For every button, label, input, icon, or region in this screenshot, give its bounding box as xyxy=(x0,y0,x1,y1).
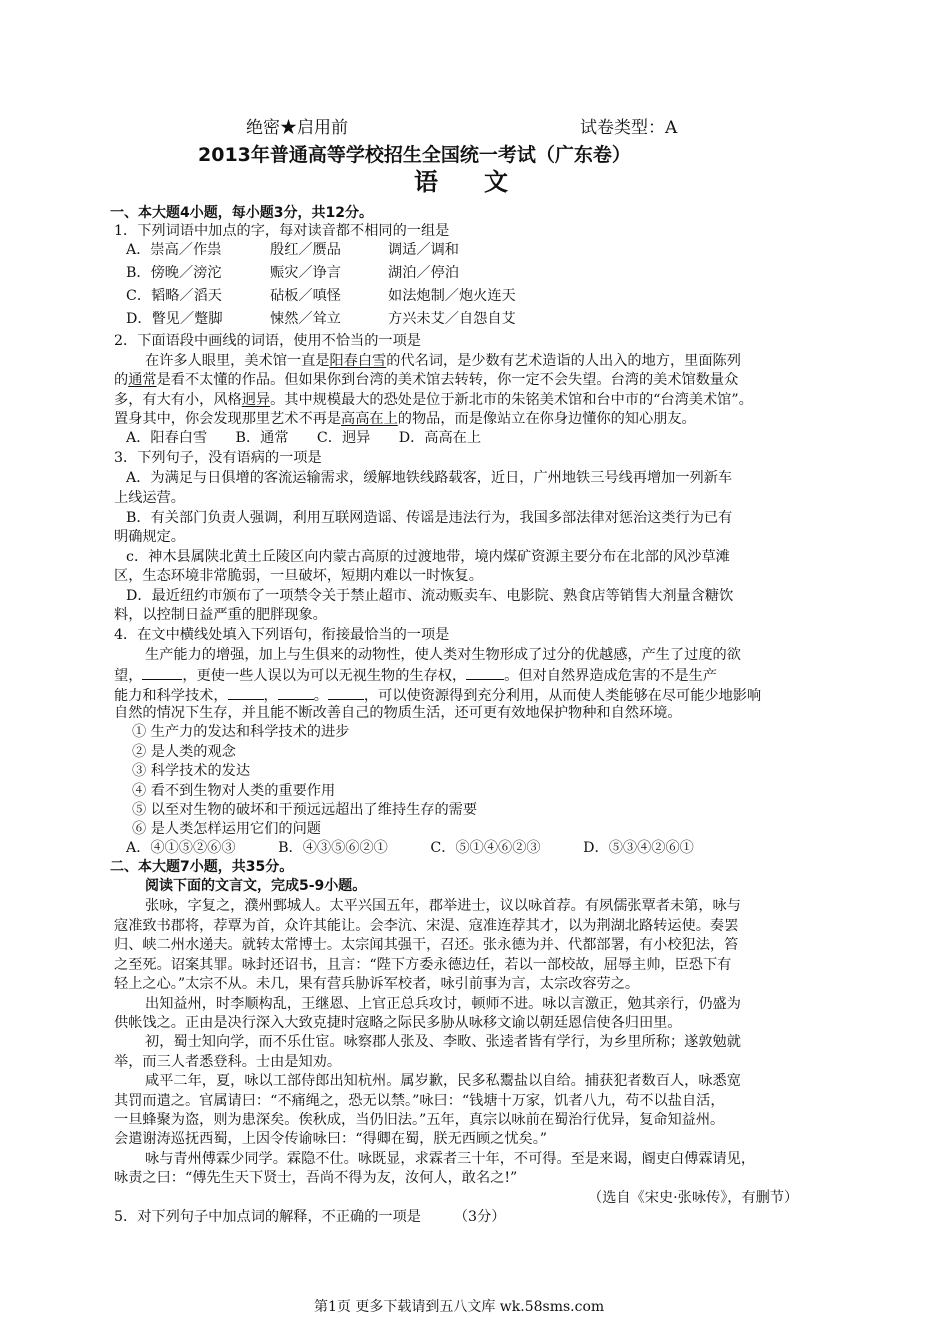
q4-passage-line-3: 能力和科学技术， ， 。 ，可以使资源得到充分利用，从而使人类能够在尽可能少地影响 xyxy=(114,685,761,706)
q2-options: A．阳春白雪 B．通常 C．迥异 D．高高在上 xyxy=(126,430,482,446)
q2-passage-line-2: 的通常是看不太懂的作品。但如果你到台湾的美术馆去转转，你一定不会失望。台湾的美术馆数量众 xyxy=(114,372,739,388)
underlined-word-3: 迥异 xyxy=(241,392,271,408)
q2-passage-line-1: 在许多人眼里，美术馆一直是阳春白雪的代名词，是少数有艺术造诣的人出入的地方，里面陈列 xyxy=(145,353,741,369)
q4-item-5: ⑤ 以至对生物的破坏和干预远远超出了维持生存的需要 xyxy=(132,802,478,818)
q3-line-7: D．最近纽约市颁布了一项禁令关于禁止超市、流动贩卖车、电影院、熟食店等销售大剂量含糖饮 xyxy=(126,588,734,604)
q3-line-2: 上线运营。 xyxy=(114,490,185,506)
q1-option-a-2: 殷红／赝品 xyxy=(270,242,341,258)
passage-line: 轻上之心。”太宗不从。未几，果有营兵胁诉军校者，咏引前事为言，太宗改容劳之。 xyxy=(114,976,640,992)
underlined-word-4: 高高在上 xyxy=(341,411,398,427)
q3-stem: 3．下列句子，没有语病的一项是 xyxy=(114,450,322,466)
passage-line: 咏与青州傅霖少同学。霖隐不仕。咏既显，求霖者三十年，不可得。至是来谒，阍吏白傅霖请见， xyxy=(145,1151,756,1167)
page-footer: 第1页 更多下载请到五八文库 wk.58sms.com xyxy=(314,1299,605,1315)
reading-intro: 阅读下面的文言文，完成5-9小题。 xyxy=(145,878,367,894)
q4-item-4: ④ 看不到生物对人类的重要作用 xyxy=(132,783,336,799)
q1-stem: 1．下列词语中加点的字，每对读音都不相同的一组是 xyxy=(114,223,450,239)
passage-line: 归、峡二州水递夫。就转太常博士。太宗闻其强干，召还。张永德为并、代都部署，有小校犯法，笞 xyxy=(114,937,739,953)
q4-passage-line-2: 望， ，更使一些人误以为可以无视生物的生存权， 。但对自然界造成危害的不是生产 xyxy=(114,665,717,686)
q1-option-c-1: C．韬略／滔天 xyxy=(126,288,222,304)
exam-title: 2013年普通高等学校招生全国统一考试（广东卷） xyxy=(198,144,631,166)
fill-blank xyxy=(328,685,364,700)
q1-option-c-3: 如法炮制／炮火连天 xyxy=(388,288,516,304)
fill-blank xyxy=(142,665,182,680)
q5-stem: 5．对下列句子中加点词的解释，不正确的一项是 （3分） xyxy=(114,1209,506,1225)
passage-line: 张咏，字复之，濮州鄄城人。太平兴国五年，郡举进士，议以咏首荐。有夙儒张覃者未第，咏与 xyxy=(145,898,741,914)
q4-item-2: ② 是人类的观念 xyxy=(132,744,236,760)
passage-line: 咏责之曰：“傅先生天下贤士，吾尚不得为友，汝何人，敢名之!” xyxy=(114,1170,518,1186)
q1-option-d-2: 悚然／耸立 xyxy=(270,311,341,327)
confidential-label: 绝密★启用前 xyxy=(246,118,348,138)
passage-line: 会遣谢涛巡抚西蜀，上因令传谕咏曰：“得卿在蜀，朕无西顾之忧矣。” xyxy=(114,1131,548,1147)
q1-option-d-3: 方兴未艾／自怨自艾 xyxy=(388,311,516,327)
passage-line: 寇准致书郡将，荐覃为首，众许其能让。会李沆、宋湜、寇准连荐其才，以为荆湖北路转运使。奏罢 xyxy=(114,918,739,934)
q3-line-3: B．有关部门负责人强调，利用互联网造谣、传谣是违法行为，我国多部法律对惩治这类行为已有 xyxy=(126,510,733,526)
q4-item-3: ③ 科学技术的发达 xyxy=(132,763,251,779)
q1-option-a-1: A．崇高／作祟 xyxy=(126,242,222,258)
q2-passage-line-4: 置身其中，你会发现那里艺术不再是高高在上的物品，而是像站立在你身边懂你的知心朋友。 xyxy=(114,411,696,427)
q4-stem: 4．在文中横线处填入下列语句，衔接最恰当的一项是 xyxy=(114,627,450,643)
fill-blank xyxy=(466,665,504,680)
q3-line-1: A．为满足与日俱增的客流运输需求，缓解地铁线路载客，近日，广州地铁三号线再增加一列新车 xyxy=(126,470,733,486)
q4-passage-line-1: 生产能力的增强，加上与生俱来的动物性，使人类对生物形成了过分的优越感，产生了过度的欲 xyxy=(145,647,741,663)
q4-item-1: ① 生产力的发达和科学技术的进步 xyxy=(132,724,350,740)
q1-option-b-3: 湖泊／停泊 xyxy=(388,265,459,281)
paper-type-label: 试卷类型：A xyxy=(580,118,678,138)
passage-line: 之至死。诏案其罪。咏封还诏书，且言：“陛下方委永德边任，若以一部校故，屈辱主帅，臣恐下有 xyxy=(114,957,732,973)
subject-title: 语文 xyxy=(414,168,554,196)
passage-line: 咸平二年，夏，咏以工部侍郎出知杭州。属岁歉，民多私鬻盐以自给。捕获犯者数百人，咏悉宽 xyxy=(145,1073,741,1089)
q3-line-4: 明确规定。 xyxy=(114,529,185,545)
passage-line: 举，而三人者悉登科。士由是知劝。 xyxy=(114,1054,342,1070)
passage-line: 其罚而遣之。官属请曰：“不痛绳之，恐无以禁。”咏曰：“钱塘十万家，饥者八九，苟不以盐自活， xyxy=(114,1093,725,1109)
passage-line: 供帐饯之。正由是决行深入大致克捷时寇略之际民多胁从咏移文谕以朝廷恩信使各归田里。 xyxy=(114,1015,682,1031)
q3-line-6: 区，生态环境非常脆弱，一旦破坏，短期内难以一时恢复。 xyxy=(114,568,483,584)
q3-line-8: 料，以控制日益严重的肥胖现象。 xyxy=(114,607,327,623)
q4-options: A．④①⑤②⑥③ B．④③⑤⑥②① C．⑤①④⑥②③ D．⑤③④②⑥① xyxy=(126,840,694,856)
underlined-word-2: 通常 xyxy=(128,372,157,388)
section-2-heading: 二、本大题7小题，共35分。 xyxy=(110,859,294,875)
q1-option-a-3: 调适／调和 xyxy=(388,242,459,258)
fill-blank xyxy=(228,685,264,700)
passage-source: （选自《宋史·张咏传》，有删节） xyxy=(588,1190,799,1206)
q2-stem: 2．下面语段中画线的词语，使用不恰当的一项是 xyxy=(114,333,421,349)
passage-line: 出知益州，时李顺构乱，王继恩、上官正总兵攻讨，顿师不进。咏以言激正，勉其亲行，仍盛为 xyxy=(145,996,741,1012)
q4-item-6: ⑥ 是人类怎样运用它们的问题 xyxy=(132,821,321,837)
section-1-heading: 一、本大题4小题，每小题3分，共12分。 xyxy=(110,205,373,221)
underlined-word-1: 阳春白雪 xyxy=(329,353,387,369)
q1-option-d-1: D．瞥见／蹩脚 xyxy=(126,311,223,327)
fill-blank xyxy=(278,685,314,700)
q3-line-5: c．神木县属陕北黄土丘陵区向内蒙古高原的过渡地带，境内煤矿资源主要分布在北部的风沙草滩 xyxy=(126,549,730,565)
q2-passage-line-3: 多，有大有小，风格迥异。其中规模最大的恐处是位于新北市的朱铭美术馆和台中市的“台湾美术馆”。 xyxy=(114,392,753,408)
q1-option-c-2: 砧板／嗔怪 xyxy=(270,288,341,304)
q4-passage-line-4: 自然的情况下生存，并且能不断改善自己的物质生活，还可更有效地保护物种和自然环境。 xyxy=(114,705,682,721)
q1-option-b-2: 赈灾／诤言 xyxy=(270,265,341,281)
q1-option-b-1: B．傍晚／滂沱 xyxy=(126,265,222,281)
passage-line: 初，蜀士知向学，而不乐仕宦。咏察郡人张及、李畋、张逵者皆有学行，为乡里所称；遂敦勉就 xyxy=(145,1034,741,1050)
passage-line: 一旦蜂聚为盗，则为患深矣。俟秋成，当仍旧法。”五年，真宗以咏前在蜀治行优异，复命知益州。 xyxy=(114,1112,725,1128)
